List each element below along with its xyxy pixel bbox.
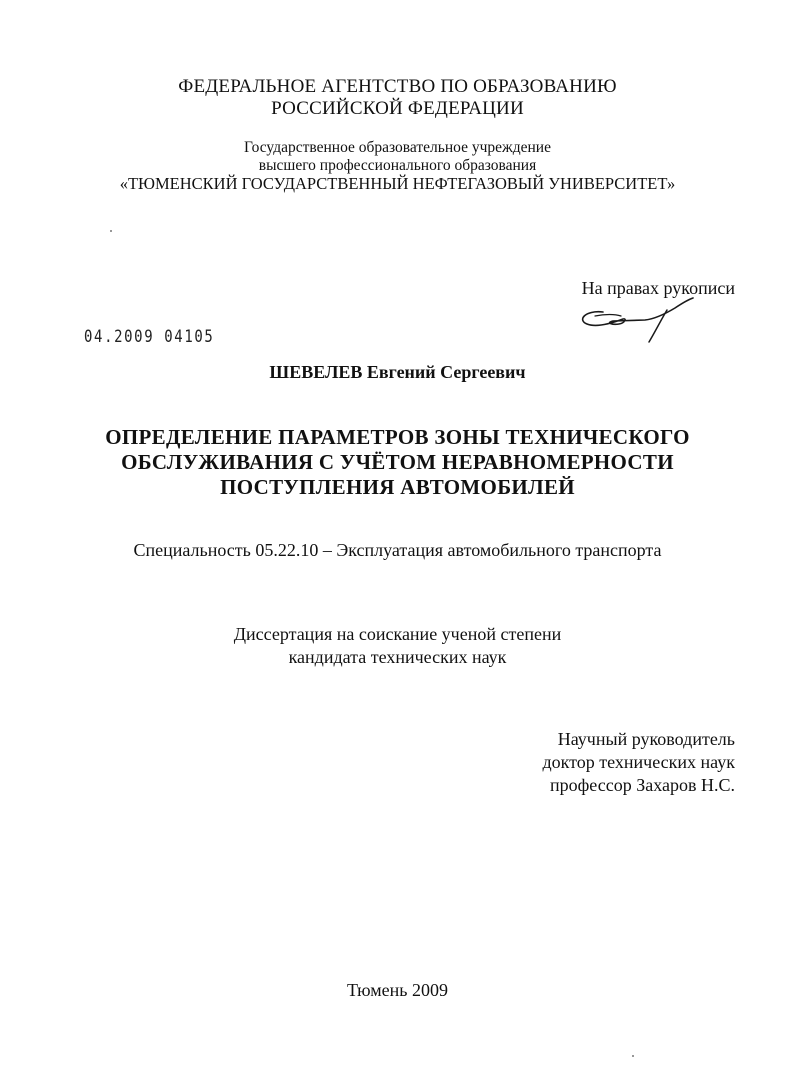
agency-name-line2: РОССИЙСКОЙ ФЕДЕРАЦИИ (271, 98, 524, 119)
author-name (0, 362, 795, 383)
supervisor-line1: Научный руководитель (557, 729, 735, 749)
university-name: «ТЮМЕНСКИЙ ГОСУДАРСТВЕННЫЙ НЕФТЕГАЗОВЫЙ УНИВЕРСИТЕТ» (119, 174, 676, 193)
registration-stamp-number: 04.2009 04105 (84, 327, 215, 347)
city-year: Тюмень 2009 (346, 980, 449, 1000)
author-given-names: Евгений Сергеевич (366, 362, 526, 382)
specialty-line: Специальность 05.22.10 – Эксплуатация автомобильного транспорта (133, 540, 662, 560)
degree-line1: Диссертация на соискание ученой степени (233, 624, 562, 644)
dissertation-title-line2: ОБСЛУЖИВАНИЯ С УЧЁТОМ НЕРАВНОМЕРНОСТИ (121, 450, 674, 474)
agency-name-line1: ФЕДЕРАЛЬНОЕ АГЕНТСТВО ПО ОБРАЗОВАНИЮ (178, 76, 617, 97)
scan-speck (110, 230, 112, 232)
dissertation-title-line1: ОПРЕДЕЛЕНИЕ ПАРАМЕТРОВ ЗОНЫ ТЕХНИЧЕСКОГО (105, 425, 690, 449)
manuscript-rights-label: На правах рукописи (581, 278, 735, 298)
supervisor-line2: доктор технических наук (542, 752, 735, 772)
supervisor-line3: профессор Захаров Н.С. (550, 775, 735, 795)
author-surname: ШЕВЕЛЕВ (269, 362, 363, 382)
degree-line2: кандидата технических наук (288, 647, 507, 667)
institution-line2: высшего профессионального образования (258, 157, 537, 174)
signature-image (575, 292, 710, 347)
institution-line1: Государственное образовательное учреждение (244, 139, 551, 156)
scan-speck (632, 1055, 634, 1057)
dissertation-title-line3: ПОСТУПЛЕНИЯ АВТОМОБИЛЕЙ (220, 475, 575, 499)
